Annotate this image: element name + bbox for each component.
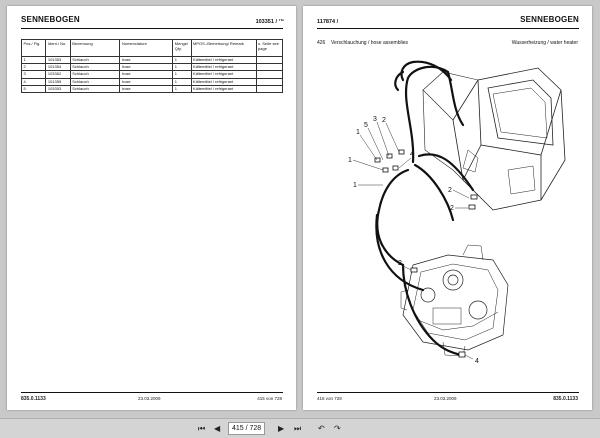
table-row — [22, 78, 283, 85]
footer-page-count: 415 von 728 — [257, 396, 282, 401]
table-row — [22, 64, 283, 71]
page-number-input[interactable]: 415 / 728 — [228, 422, 265, 435]
brand-logo: SENNEBOGEN — [21, 15, 80, 24]
callout-4: 4 — [410, 151, 414, 158]
table-header-row — [22, 40, 283, 57]
cell-qty: 1 — [173, 78, 191, 85]
parts-table — [21, 39, 283, 93]
table-row — [22, 85, 283, 92]
hose-assembly-diagram — [303, 50, 592, 380]
col-benennung: Benennung — [70, 40, 120, 57]
cell-remark: Kältemittel / refrigerant — [191, 78, 256, 85]
brand-logo: SENNEBOGEN — [520, 15, 579, 24]
cell-benennung: Schlauch — [70, 78, 120, 85]
cell-nomenclature: hose — [120, 71, 173, 78]
table-row — [22, 57, 283, 64]
cell-nomenclature: hose — [120, 78, 173, 85]
footer-rule — [21, 392, 283, 393]
doc-number: 117874 / — [317, 19, 339, 25]
col-nomenclature: Nomenclature — [120, 40, 173, 57]
col-remark: MPOS.-Bemerkung/ Remark — [191, 40, 256, 57]
cell-benennung: Schlauch — [70, 57, 120, 64]
cell-ident: 101353 — [46, 57, 70, 64]
section-title-de: Verschlauchung / hose assemblies — [331, 40, 408, 46]
header-rule — [317, 28, 579, 29]
doc-number: 103351 / ™ — [255, 19, 284, 25]
table-row — [22, 71, 283, 78]
cell-remark: Kältemittel / refrigerant — [191, 85, 256, 92]
col-pos: Pos./ Fig. — [22, 40, 46, 57]
cell-pos: 5 — [22, 85, 46, 92]
cell-page — [256, 71, 282, 78]
callout-1c: 1 — [353, 182, 357, 189]
engine-drawing — [401, 245, 508, 356]
callout-2c: 2 — [450, 205, 454, 212]
cell-benennung: Schlauch — [70, 71, 120, 78]
back-icon[interactable]: ↶ — [318, 424, 325, 433]
cell-qty: 1 — [173, 57, 191, 64]
section-number: 426 — [317, 40, 326, 46]
cell-nomenclature: hose — [120, 57, 173, 64]
callout-3: 3 — [373, 116, 377, 123]
cell-remark: Kältemittel / refrigerant — [191, 57, 256, 64]
col-ident: Ident./ No. — [46, 40, 70, 57]
footer-doc-id: 835.0.1133 — [553, 396, 578, 402]
section-title-en: Wasserheizung / water heater — [511, 40, 578, 46]
cell-page — [256, 57, 282, 64]
callout-2b: 2 — [448, 187, 452, 194]
cell-pos: 4 — [22, 78, 46, 85]
header-rule — [21, 28, 283, 29]
callout-4b: 4 — [475, 358, 479, 365]
cell-qty: 1 — [173, 85, 191, 92]
cell-ident: 103362 — [46, 71, 70, 78]
left-page — [7, 6, 296, 410]
callout-2: 2 — [382, 117, 386, 124]
cell-page — [256, 64, 282, 71]
callout-5: 5 — [364, 122, 368, 129]
cell-pos: 3 — [22, 71, 46, 78]
forward-icon[interactable]: ↷ — [334, 424, 341, 433]
callout-1: 1 — [356, 129, 360, 136]
cell-pos: 2 — [22, 64, 46, 71]
cell-remark: Kältemittel / refrigerant — [191, 64, 256, 71]
next-page-icon[interactable]: ▶ — [278, 424, 285, 433]
cell-benennung: Schlauch — [70, 85, 120, 92]
callout-1b: 1 — [348, 157, 352, 164]
cell-pos: 1 — [22, 57, 46, 64]
col-qty: Menge/ Qty. — [173, 40, 191, 57]
last-page-icon[interactable]: ⏭ — [294, 424, 302, 433]
footer-rule — [317, 392, 579, 393]
cell-qty: 1 — [173, 64, 191, 71]
cell-page — [256, 85, 282, 92]
right-page — [303, 6, 592, 410]
cell-page — [256, 78, 282, 85]
hose-lines — [376, 62, 473, 355]
cell-nomenclature: hose — [120, 85, 173, 92]
footer-page-count: 416 von 728 — [317, 396, 342, 401]
cab-drawing — [423, 68, 565, 210]
viewer-toolbar — [0, 418, 600, 438]
prev-page-icon[interactable]: ◀ — [214, 424, 221, 433]
cell-nomenclature: hose — [120, 64, 173, 71]
cell-benennung: Schlauch — [70, 64, 120, 71]
footer-date: 23.03.2009 — [138, 396, 161, 401]
cell-ident: 103353 — [46, 85, 70, 92]
cell-ident: 101354 — [46, 64, 70, 71]
callout-2d: 2 — [398, 260, 402, 267]
fittings — [375, 150, 477, 357]
col-page: s. Seite see page — [256, 40, 282, 57]
cell-qty: 1 — [173, 71, 191, 78]
footer-doc-id: 835.0.1133 — [21, 396, 46, 402]
first-page-icon[interactable]: ⏮ — [198, 424, 206, 433]
cell-remark: Kältemittel / refrigerant — [191, 71, 256, 78]
cell-ident: 101355 — [46, 78, 70, 85]
footer-date: 23.03.2009 — [434, 396, 457, 401]
